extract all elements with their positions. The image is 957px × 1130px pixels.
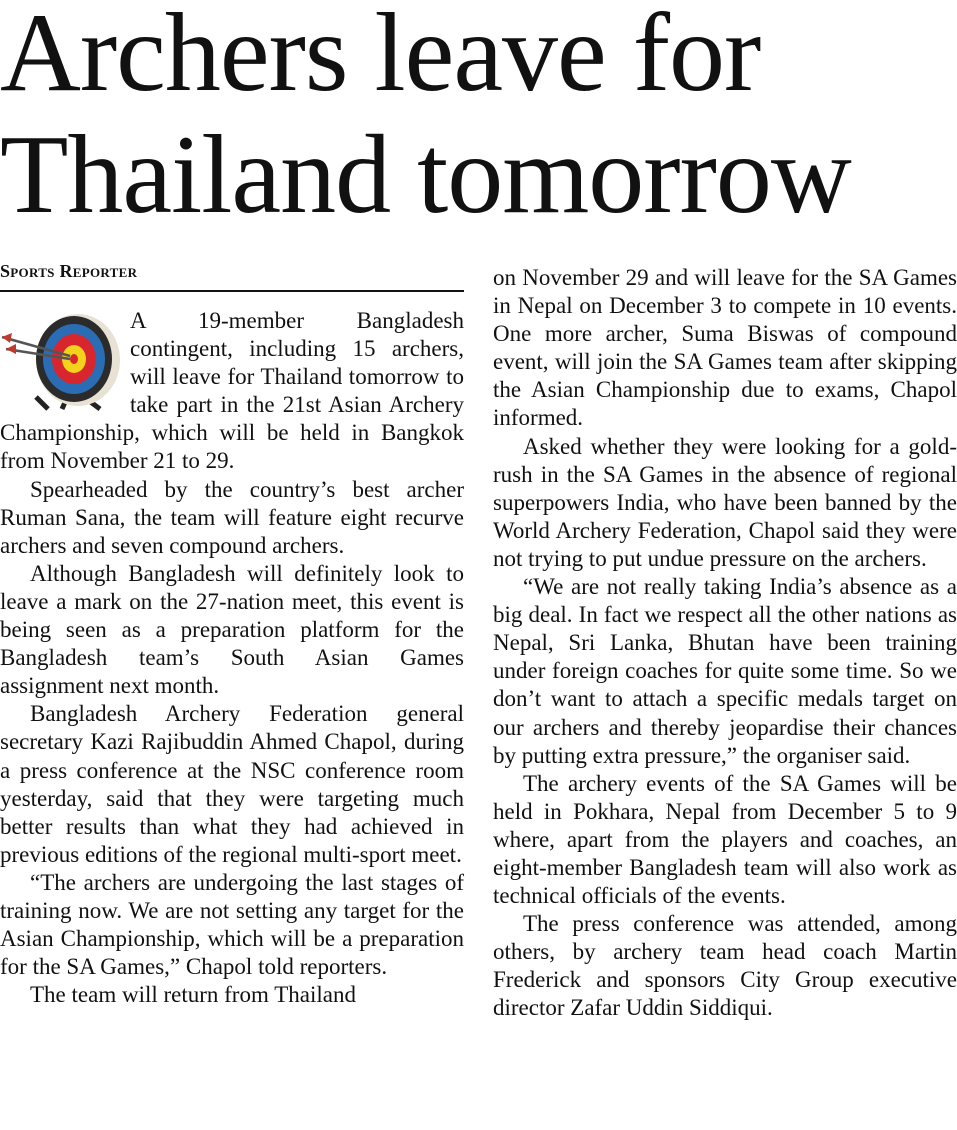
paragraph: Bangladesh Archery Federation general secretary Kazi Rajibuddin Ahmed Chapol, during a press conference at the NSC conference room yesterday, said that they were targeting much better results than what they had achieved in previous editions of the regional multi-sport meet.	[0, 701, 464, 867]
headline-line-2: Thailand tomorrow	[0, 113, 851, 237]
byline: Sports Reporter	[0, 258, 464, 292]
paragraph: The press conference was attended, among others, by archery team head coach Martin Frederick and sponsors City Group executive director Zafar Uddin Siddiqui.	[493, 911, 957, 1021]
paragraph: The archery events of the SA Games will be held in Pokhara, Nepal from December 5 to 9 where, apart from the players and coaches, an eight-member Bangladesh team will also work as technical officials of the events.	[493, 770, 957, 909]
archery-target-icon	[0, 307, 122, 411]
paragraph: A 19-member Bangladesh contingent, including 15 archers, will leave for Thailand tomorrow to take part in the 21st Asian Archery Championship, which will be held in Bangkok from November 21 to 29.	[0, 308, 464, 474]
paragraph: Spearheaded by the country’s best archer Ruman Sana, the team will feature eight recurve archers and seven compound archers.	[0, 476, 464, 558]
headline-line-1: Archers leave for	[0, 0, 761, 115]
article-column-right	[493, 264, 957, 1023]
paragraph: “We are not really taking India’s absence as a big deal. In fact we respect all the other nations as Nepal, Sri Lanka, Bhutan have been training under foreign coaches for quite some time. So we don’t want to attach a specific medals target on our archers and thereby jeopardise their chances by putting extra pressure,” the organiser said.	[493, 574, 957, 768]
paragraph: on November 29 and will leave for the SA Games in Nepal on December 3 to compete in 10 events. One more archer, Suma Biswas of compound event, will join the SA Games team after skipping the Asian Championship due to exams, Chapol informed.	[493, 265, 957, 431]
paragraph: Asked whether they were looking for a gold-rush in the SA Games in the absence of regional superpowers India, who have been banned by the World Archery Federation, Chapol said they were not trying to put undue pressure on the archers.	[493, 433, 957, 571]
paragraph: Although Bangladesh will definitely look to leave a mark on the 27-nation meet, this event is being seen as a preparation platform for the Bangladesh team’s South Asian Games assignment next month.	[0, 560, 464, 699]
article-column-left	[0, 307, 464, 1009]
paragraph: The team will return from Thailand	[30, 982, 356, 1008]
paragraph: “The archers are undergoing the last stages of training now. We are not setting any target for the Asian Championship, which will be a preparation for the SA Games,” Chapol told reporters.	[0, 869, 464, 980]
headline	[0, 0, 957, 236]
